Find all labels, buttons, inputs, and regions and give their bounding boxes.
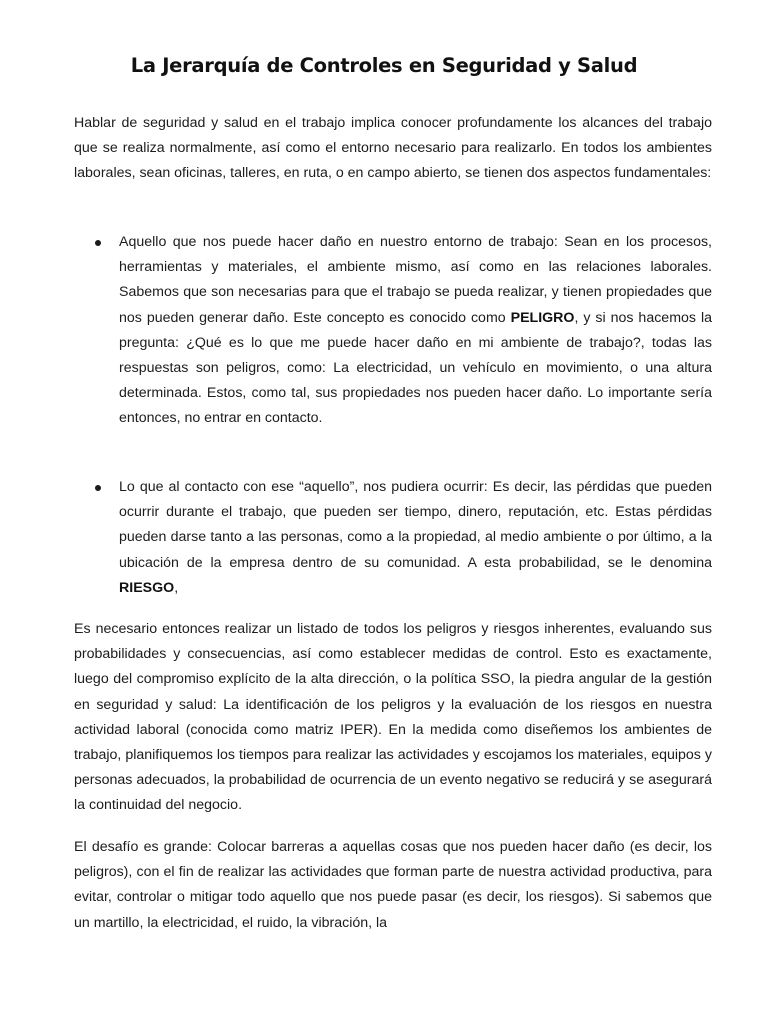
- bullet-list-1: [74, 230, 712, 432]
- bullet-item-peligro: [74, 230, 712, 432]
- bullet-list-2: [74, 475, 712, 601]
- intro-paragraph: Hablar de seguridad y salud en el trabajo implica conocer profundamente los alcances del trabajo que se realiza normalmente, así como el entorno necesario para realizarlo. En todos los ambientes laborales, sean oficinas, talleres, en ruta, o en campo abierto, se tienen dos aspectos fundamentales:: [74, 115, 712, 182]
- bullet-icon: [95, 240, 101, 246]
- keyword-riesgo: RIESGO: [119, 579, 175, 596]
- document-title: La Jerarquía de Controles en Seguridad y Salud: [130, 54, 638, 77]
- bullet-text-after: , y si nos hacemos la pregunta: ¿Qué es lo que me puede hacer daño en mi ambiente de trabajo?, todas las respuestas son peligros, como: La electricidad, un vehículo en movimiento, o una altura determinada. Estos, como tal, sus propiedades nos pueden hacer daño. Lo importante sería entonces, no entrar en contacto.: [119, 309, 712, 427]
- bullet-text-before: Aquello que nos puede hacer daño en nuestro entorno de trabajo: Sean en los procesos, herramientas y materiales, el ambiente mismo, así como en las relaciones laborales. Sabemos que son necesarias para que el trabajo se pueda realizar, y tienen propiedades que nos pueden generar daño. Este concepto es conocido como: [119, 234, 712, 326]
- keyword-peligro: PELIGRO: [510, 309, 575, 326]
- paragraph-iper: Es necesario entonces realizar un listado de todos los peligros y riesgos inherentes, evaluando sus probabilidades y consecuencias, así como establecer medidas de control. Esto es exactamente, luego del compromiso explícito de la alta dirección, o la política SSO, la piedra angular de la gestión en seguridad y salud: La identificación de los peligros y la evaluación de los riesgos en nuestra actividad laboral (conocida como matriz IPER). En la medida como diseñemos los ambientes de trabajo, planifiquemos los tiempos para realizar las actividades y escojamos los materiales, equipos y personas adecuados, la probabilidad de ocurrencia de un evento negativo se reducirá y se asegurará la continuidad del negocio.: [74, 621, 712, 814]
- paragraph-desafio: El desafío es grande: Colocar barreras a aquellas cosas que nos pueden hacer daño (es decir, los peligros), con el fin de realizar las actividades que forman parte de nuestra actividad productiva, para evitar, controlar o mitigar todo aquello que nos puede pasar (es decir, los riesgos). Si sabemos que un martillo, la electricidad, el ruido, la vibración, la: [74, 839, 712, 931]
- bullet-text-before: Lo que al contacto con ese “aquello”, nos pudiera ocurrir: Es decir, las pérdidas que pueden ocurrir durante el trabajo, que pueden ser tiempo, dinero, reputación, etc. Estas pérdidas pueden darse tanto a las personas, como a la propiedad, al medio ambiente o por último, a la ubicación de la empresa dentro de su comunidad. A esta probabilidad, se le denomina: [119, 479, 712, 571]
- bullet-text-after: ,: [174, 579, 179, 596]
- bullet-icon: [95, 485, 101, 491]
- bullet-item-riesgo: [74, 475, 712, 601]
